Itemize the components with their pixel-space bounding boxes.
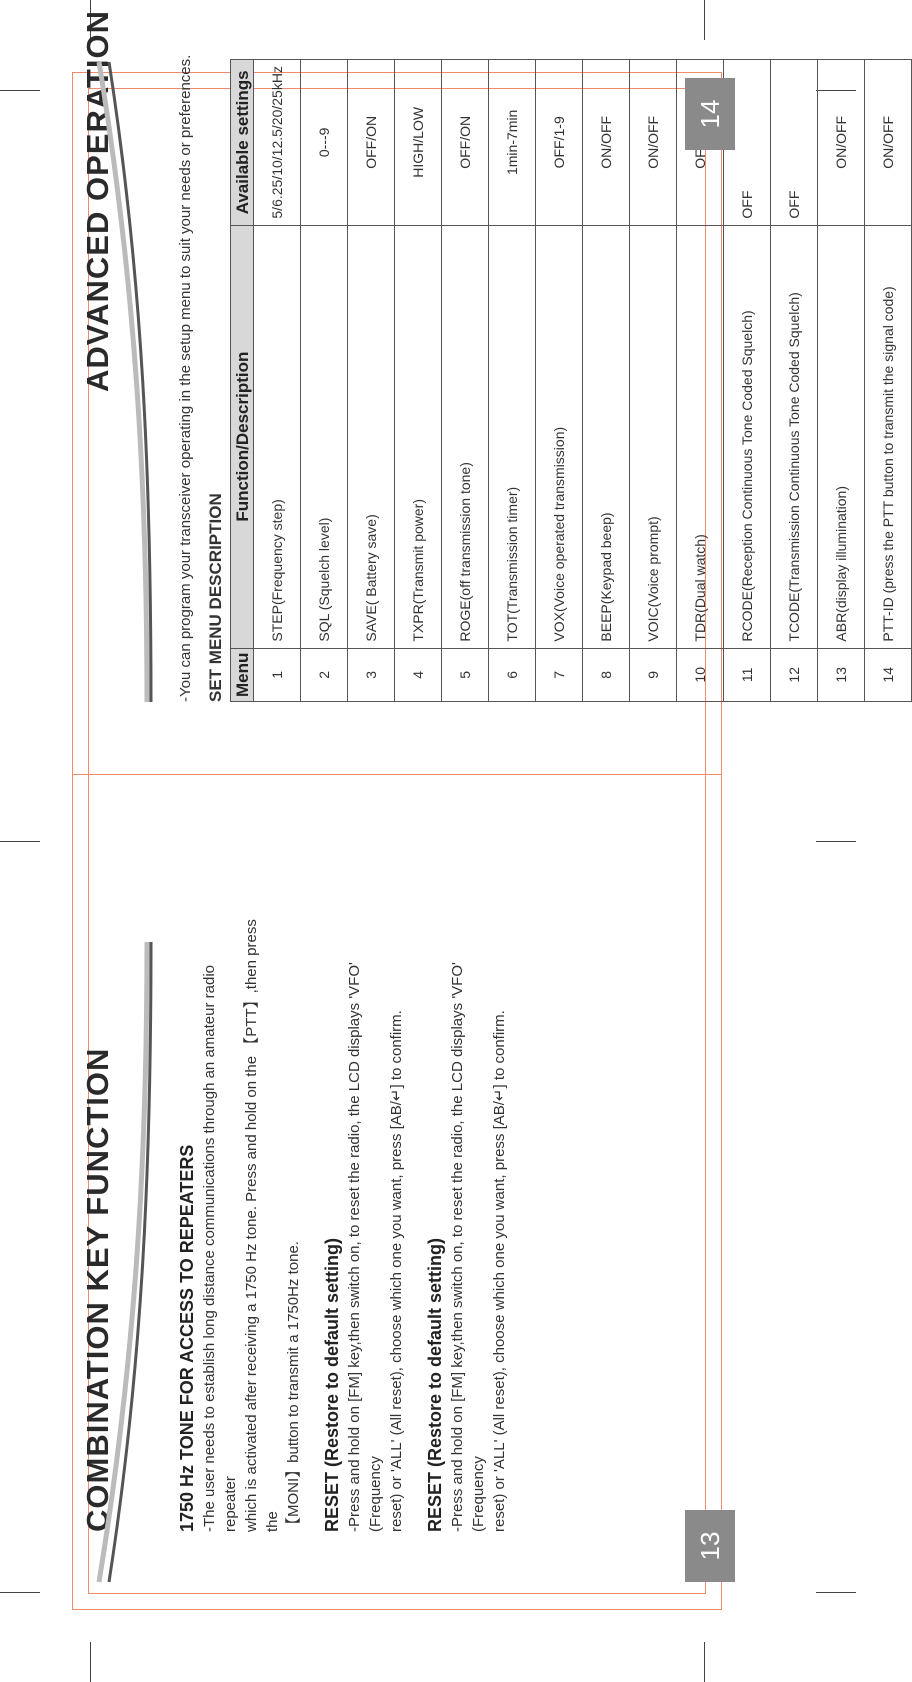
settings-cell: OFF/1-9 bbox=[536, 60, 583, 226]
table-row bbox=[724, 60, 771, 702]
function-cell: TDR(Dual watch) bbox=[677, 225, 724, 648]
menu-number-cell: 7 bbox=[536, 648, 583, 701]
function-cell: ABR(display illumination) bbox=[818, 225, 865, 648]
right-page-content bbox=[175, 42, 912, 702]
section-text-line: reset) or 'ALL' (All reset), choose which one you want, press [AB/↵] to confirm. bbox=[388, 1010, 405, 1532]
settings-cell: HIGH/LOW bbox=[395, 60, 442, 226]
settings-cell: ON/OFF bbox=[865, 60, 912, 226]
page-title: COMBINATION KEY FUNCTION bbox=[80, 1047, 115, 1532]
function-cell: VOIC(Voice prompt) bbox=[630, 225, 677, 648]
table-body bbox=[254, 60, 912, 702]
function-cell: STEP(Frequency step) bbox=[254, 225, 301, 648]
function-cell: TCODE(Transmission Continuous Tone Coded Squelch) bbox=[771, 225, 818, 648]
function-cell: BEEP(Keypad beep) bbox=[583, 225, 630, 648]
page-title: ADVANCED OPERATION bbox=[80, 10, 115, 392]
table-row bbox=[536, 60, 583, 702]
menu-number-cell: 8 bbox=[583, 648, 630, 701]
function-cell: ROGE(off transmission tone) bbox=[442, 225, 489, 648]
settings-cell: ON/OFF bbox=[583, 60, 630, 226]
settings-cell: ON/OFF bbox=[818, 60, 865, 226]
left-page-content bbox=[175, 912, 510, 1532]
section-title: RESET (Restore to default setting) bbox=[322, 1237, 342, 1532]
section-text-line: 【MONI】button to transmit a 1750Hz tone. bbox=[285, 1241, 302, 1532]
menu-number-cell: 5 bbox=[442, 648, 489, 701]
settings-table bbox=[230, 59, 912, 702]
table-row bbox=[395, 60, 442, 702]
table-row bbox=[301, 60, 348, 702]
page-number: 13 bbox=[685, 1510, 735, 1582]
menu-number-cell: 3 bbox=[348, 648, 395, 701]
function-cell: TOT(Transmission timer) bbox=[489, 225, 536, 648]
menu-number-cell: 4 bbox=[395, 648, 442, 701]
function-cell: PTT-ID (press the PTT button to transmit the signal code) bbox=[865, 225, 912, 648]
table-row bbox=[865, 60, 912, 702]
table-row bbox=[442, 60, 489, 702]
table-row bbox=[254, 60, 301, 702]
menu-number-cell: 1 bbox=[254, 648, 301, 701]
section-text-line: reset) or 'ALL' (All reset), choose which one you want, press [AB/↵] to confirm. bbox=[491, 1010, 508, 1532]
menu-number-cell: 14 bbox=[865, 648, 912, 701]
settings-cell: ON/OFF bbox=[630, 60, 677, 226]
settings-cell: OFF/ON bbox=[442, 60, 489, 226]
function-cell: SAVE( Battery save) bbox=[348, 225, 395, 648]
section-title: RESET (Restore to default setting) bbox=[425, 1237, 445, 1532]
function-cell: RCODE(Reception Continuous Tone Coded Squelch) bbox=[724, 225, 771, 648]
menu-number-cell: 11 bbox=[724, 648, 771, 701]
table-row bbox=[677, 60, 724, 702]
function-cell: TXPR(Transmit power) bbox=[395, 225, 442, 648]
page-number: 14 bbox=[685, 78, 735, 150]
section-text-line: -Press and hold on [FM] key,then switch on, to reset the radio, the LCD displays 'VFO' (Frequency bbox=[449, 962, 487, 1532]
table-header-row bbox=[231, 60, 254, 702]
settings-cell: OFF bbox=[771, 60, 818, 226]
header-swoosh-graphic bbox=[95, 62, 155, 702]
table-row bbox=[771, 60, 818, 702]
function-cell: SQL (Squelch level) bbox=[301, 225, 348, 648]
table-row bbox=[583, 60, 630, 702]
settings-cell: OFF/ON bbox=[348, 60, 395, 226]
menu-number-cell: 2 bbox=[301, 648, 348, 701]
menu-number-cell: 10 bbox=[677, 648, 724, 701]
settings-cell: 1min-7min bbox=[489, 60, 536, 226]
table-row bbox=[630, 60, 677, 702]
function-cell: VOX(Voice operated transmission) bbox=[536, 225, 583, 648]
header-swoosh-graphic bbox=[95, 942, 155, 1582]
column-header: Available settings bbox=[231, 60, 254, 226]
menu-number-cell: 6 bbox=[489, 648, 536, 701]
menu-number-cell: 13 bbox=[818, 648, 865, 701]
settings-cell: OFF bbox=[724, 60, 771, 226]
settings-cell: 5/6.25/10/12.5/20/25kHz bbox=[254, 60, 301, 226]
section-text-line: which is activated after receiving a 1750 Hz tone. Press and hold on the 【PTT】,then press the bbox=[243, 919, 281, 1532]
intro-text: -You can program your transceiver operating in the setup menu to suit your needs or preferences. bbox=[177, 54, 194, 702]
column-header: Function/Description bbox=[231, 225, 254, 648]
settings-cell: 0---9 bbox=[301, 60, 348, 226]
table-title: SET MENU DESCRIPTION bbox=[206, 493, 225, 702]
section-text-line: -The user needs to establish long distance communications through an amateur radio repeater bbox=[201, 965, 239, 1532]
table-row bbox=[818, 60, 865, 702]
menu-number-cell: 12 bbox=[771, 648, 818, 701]
section-title: 1750 Hz TONE FOR ACCESS TO REPEATERS bbox=[177, 1144, 197, 1532]
table-row bbox=[489, 60, 536, 702]
section-text-line: -Press and hold on [FM] key,then switch on, to reset the radio, the LCD displays 'VFO' (Frequency bbox=[346, 962, 384, 1532]
column-header: Menu bbox=[231, 648, 254, 701]
table-row bbox=[348, 60, 395, 702]
menu-number-cell: 9 bbox=[630, 648, 677, 701]
